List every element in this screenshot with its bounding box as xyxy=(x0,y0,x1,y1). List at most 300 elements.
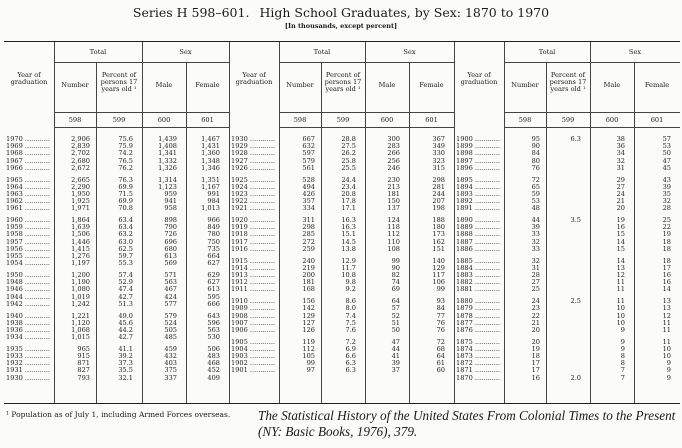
male-header: Male xyxy=(378,81,396,89)
percent-cell: 13.8 xyxy=(341,244,356,253)
year-cell: 1955 ............ xyxy=(6,253,51,260)
male-cell: 31 xyxy=(616,163,625,172)
number-cell: 1,242 xyxy=(71,299,90,308)
female-cell: 16 xyxy=(662,278,671,287)
female-cell: 22 xyxy=(662,223,671,232)
number-cell: 17 xyxy=(531,359,540,368)
male-cell: 941 xyxy=(164,197,177,206)
male-cell: 613 xyxy=(164,252,177,260)
percent-cell: 17.8 xyxy=(341,197,356,206)
number-cell: 597 xyxy=(302,149,315,158)
year-cell: 1915 ............ xyxy=(231,257,276,265)
year-cell: 1934 ............ xyxy=(6,334,51,342)
percent-cell xyxy=(546,184,581,191)
year-cell: 1944 ............ xyxy=(6,293,51,301)
male-cell: 563 xyxy=(164,278,177,287)
number-cell: 59 xyxy=(531,189,540,198)
table-panel xyxy=(454,42,680,403)
year-cell: 1888 ............ xyxy=(456,231,501,239)
number-cell: 44 xyxy=(531,216,540,225)
number-cell: 168 xyxy=(302,285,315,294)
year-cell: 1892 ............ xyxy=(456,198,501,206)
series-label: Series H 598–601. xyxy=(132,5,250,20)
percent-cell xyxy=(546,239,581,246)
male-column xyxy=(365,136,400,375)
number-cell: 1,506 xyxy=(71,230,90,239)
male-cell: 19 xyxy=(616,216,625,225)
female-cell: 1,013 xyxy=(201,204,220,213)
year-of-graduation-header: Year of graduation xyxy=(460,71,498,87)
male-cell: 432 xyxy=(164,352,177,361)
number-cell: 561 xyxy=(302,163,315,172)
year-cell: 1905 ............ xyxy=(231,338,276,346)
female-cell: 64 xyxy=(436,352,445,361)
male-cell: 110 xyxy=(387,237,400,246)
number-cell: 579 xyxy=(302,156,315,165)
percent-cell: 6.3 xyxy=(345,359,356,368)
year-cell: 1902 ............ xyxy=(231,360,276,368)
series-code: 601 xyxy=(425,116,438,124)
number-cell: 272 xyxy=(302,237,315,246)
female-cell: 984 xyxy=(207,197,220,206)
number-cell: 219 xyxy=(302,263,315,272)
male-cell: 1,326 xyxy=(158,163,177,172)
percent-cell: 16.3 xyxy=(341,223,356,232)
year-cell: 1883 ............ xyxy=(456,271,501,279)
female-cell: 68 xyxy=(436,344,445,353)
percent-cell: 63.4 xyxy=(118,216,133,225)
header-rule xyxy=(54,127,229,128)
percent-cell: 24.4 xyxy=(341,175,356,184)
year-cell: 1965 ............ xyxy=(6,176,51,184)
percent-cell xyxy=(546,265,581,272)
number-cell: 2,680 xyxy=(71,156,90,165)
male-cell: 108 xyxy=(387,244,400,253)
percent-cell xyxy=(546,286,581,293)
number-cell: 20 xyxy=(531,337,540,346)
year-cell: 1908 ............ xyxy=(231,312,276,320)
male-cell: 213 xyxy=(387,182,400,191)
header-rule xyxy=(54,62,229,63)
number-cell: 2,702 xyxy=(71,149,90,158)
female-cell: 281 xyxy=(432,182,445,191)
number-cell: 1,415 xyxy=(71,244,90,253)
male-cell: 12 xyxy=(616,270,625,279)
percent-cell: 70.8 xyxy=(118,204,133,213)
percent-cell: 17.1 xyxy=(341,204,356,213)
male-cell: 569 xyxy=(164,259,177,268)
male-cell: 726 xyxy=(164,230,177,239)
percent-cell: 76.2 xyxy=(118,163,133,172)
sex-header: Sex xyxy=(179,48,192,56)
number-cell: 1,925 xyxy=(71,197,90,206)
male-cell: 300 xyxy=(387,135,400,143)
female-cell: 563 xyxy=(207,325,220,334)
percent-cell: 25.5 xyxy=(341,163,356,172)
female-cell: 188 xyxy=(432,216,445,225)
female-cell: 330 xyxy=(432,149,445,158)
percent-cell xyxy=(546,150,581,157)
female-cell: 11 xyxy=(662,325,671,334)
year-column xyxy=(456,136,503,382)
percent-cell: 63.2 xyxy=(118,230,133,239)
year-cell: 1928 ............ xyxy=(231,150,276,158)
percent-cell: 32.1 xyxy=(118,373,133,382)
percent-cell: 69.9 xyxy=(118,182,133,191)
female-header: Female xyxy=(195,81,220,89)
year-cell: 1912 ............ xyxy=(231,279,276,287)
year-cell: 1946 ............ xyxy=(6,286,51,294)
year-cell: 1960 ............ xyxy=(6,217,51,225)
number-cell: 80 xyxy=(531,156,540,165)
number-cell: 2,839 xyxy=(71,142,90,151)
number-cell: 632 xyxy=(302,142,315,151)
male-cell: 57 xyxy=(391,304,400,313)
male-cell: 524 xyxy=(164,318,177,327)
percent-cell: 28.8 xyxy=(341,135,356,143)
percent-cell: 7.4 xyxy=(345,311,356,320)
series-code: 600 xyxy=(605,116,619,124)
number-cell: 1,971 xyxy=(71,204,90,213)
percent-cell: 74.2 xyxy=(118,149,133,158)
male-cell: 74 xyxy=(391,278,400,287)
year-cell: 1914 ............ xyxy=(231,264,276,272)
header-rule xyxy=(504,127,680,128)
year-cell: 1930 ............ xyxy=(231,136,276,143)
female-cell: 17 xyxy=(662,263,671,272)
year-cell: 1877 ............ xyxy=(456,319,501,327)
number-cell: 53 xyxy=(531,197,540,206)
female-cell: 18 xyxy=(662,237,671,246)
number-cell: 667 xyxy=(302,135,315,143)
male-cell: 571 xyxy=(164,270,177,279)
percent-cell: 7.2 xyxy=(345,337,356,346)
male-cell: 505 xyxy=(164,325,177,334)
male-cell: 29 xyxy=(616,175,625,184)
female-cell: 53 xyxy=(662,142,671,151)
percent-cell xyxy=(546,305,581,312)
series-code: 601 xyxy=(650,116,664,124)
source-citation: The Statistical History of the United States From Colonial Times to the Present (NY: Basic Books, 1976), 379. xyxy=(258,408,676,439)
number-cell: 1,190 xyxy=(71,278,90,287)
number-cell: 84 xyxy=(531,149,540,158)
number-cell: 1,019 xyxy=(71,292,90,301)
number-header: Number xyxy=(511,81,539,89)
number-cell: 528 xyxy=(302,175,315,184)
male-cell: 150 xyxy=(387,197,400,206)
year-cell: 1919 ............ xyxy=(231,224,276,232)
year-cell: 1903 ............ xyxy=(231,353,276,361)
year-cell: 1932 ............ xyxy=(6,360,51,368)
series-code: 600 xyxy=(157,116,171,124)
female-cell: 13 xyxy=(662,304,671,313)
year-cell: 1959 ............ xyxy=(6,224,51,232)
female-cell: 18 xyxy=(662,256,671,265)
number-cell: 181 xyxy=(302,278,315,287)
female-cell: 452 xyxy=(207,366,220,375)
female-cell: 129 xyxy=(432,263,445,272)
male-cell: 14 xyxy=(616,237,625,246)
female-cell: 1,351 xyxy=(201,175,220,184)
male-cell: 9 xyxy=(620,337,625,346)
female-cell: 1,346 xyxy=(201,163,220,172)
year-cell: 1904 ............ xyxy=(231,345,276,353)
percent-header: Percent of persons 17 years old ¹ xyxy=(324,71,362,94)
percent-cell: 75.6 xyxy=(118,135,133,143)
female-cell: 45 xyxy=(662,163,671,172)
female-column xyxy=(634,136,671,382)
male-header: Male xyxy=(155,81,173,89)
number-cell: 28 xyxy=(531,270,540,279)
year-cell: 1898 ............ xyxy=(456,150,501,158)
number-cell: 827 xyxy=(77,366,90,375)
male-cell: 32 xyxy=(616,156,625,165)
percent-cell: 8.6 xyxy=(345,297,356,306)
number-cell: 1,080 xyxy=(71,285,90,294)
year-cell: 1957 ............ xyxy=(6,238,51,246)
percent-cell: 7.5 xyxy=(345,318,356,327)
female-cell: 666 xyxy=(207,299,220,308)
male-cell: 459 xyxy=(164,344,177,353)
male-cell: 44 xyxy=(391,344,400,353)
male-cell: 1,314 xyxy=(158,175,177,184)
number-cell: 65 xyxy=(531,182,540,191)
number-cell: 99 xyxy=(306,359,315,368)
year-cell: 1906 ............ xyxy=(231,326,276,334)
year-cell: 1923 ............ xyxy=(231,190,276,198)
female-cell: 180 xyxy=(432,223,445,232)
percent-cell: 59.7 xyxy=(118,252,133,260)
year-cell: 1887 ............ xyxy=(456,238,501,246)
male-cell: 577 xyxy=(164,299,177,308)
number-cell: 19 xyxy=(531,344,540,353)
number-header: Number xyxy=(61,81,89,89)
female-cell: 966 xyxy=(207,216,220,225)
male-cell: 36 xyxy=(616,142,625,151)
male-cell: 9 xyxy=(620,325,625,334)
male-cell: 256 xyxy=(387,156,400,165)
number-cell: 32 xyxy=(531,256,540,265)
male-cell: 82 xyxy=(391,270,400,279)
male-cell: 467 xyxy=(164,285,177,294)
female-cell: 1,467 xyxy=(201,135,220,143)
percent-cell: 37.3 xyxy=(118,359,133,368)
percent-cell xyxy=(546,191,581,198)
female-cell: 28 xyxy=(662,204,671,213)
year-cell: 1926 ............ xyxy=(231,164,276,172)
male-cell: 337 xyxy=(164,373,177,382)
female-cell: 1,360 xyxy=(201,149,220,158)
number-cell: 285 xyxy=(302,230,315,239)
female-cell: 61 xyxy=(436,359,445,368)
male-cell: 1,341 xyxy=(158,149,177,158)
number-cell: 27 xyxy=(531,278,540,287)
female-cell: 207 xyxy=(432,197,445,206)
table-panel xyxy=(229,42,455,403)
percent-cell: 44.2 xyxy=(118,325,133,334)
female-cell: 162 xyxy=(432,237,445,246)
percent-cell: 11.7 xyxy=(341,263,356,272)
female-cell: 84 xyxy=(436,304,445,313)
number-cell: 76 xyxy=(531,163,540,172)
female-cell: 16 xyxy=(662,270,671,279)
female-cell: 627 xyxy=(207,259,220,268)
year-cell: 1961 ............ xyxy=(6,205,51,213)
percent-cell: 25.8 xyxy=(341,156,356,165)
male-cell: 230 xyxy=(387,175,400,184)
number-cell: 1,446 xyxy=(71,237,90,246)
percent-cell: 62.5 xyxy=(118,244,133,253)
female-cell: 25 xyxy=(662,216,671,225)
number-cell: 915 xyxy=(77,352,90,361)
number-cell: 33 xyxy=(531,244,540,253)
male-cell: 99 xyxy=(391,256,400,265)
year-cell: 1958 ............ xyxy=(6,231,51,239)
number-cell: 1,015 xyxy=(71,333,90,342)
percent-cell: 8.0 xyxy=(345,304,356,313)
percent-cell: 16.3 xyxy=(341,216,356,225)
female-cell: 1,431 xyxy=(201,142,220,151)
number-cell: 871 xyxy=(77,359,90,368)
number-cell: 112 xyxy=(302,344,315,353)
percent-column xyxy=(546,136,581,382)
male-header: Male xyxy=(603,81,621,89)
header-rule xyxy=(54,112,229,113)
number-cell: 494 xyxy=(302,182,315,191)
series-code: 598 xyxy=(518,116,532,124)
percent-header: Percent of persons 17 years old ¹ xyxy=(100,71,138,94)
number-cell: 1,864 xyxy=(71,216,90,225)
number-cell: 426 xyxy=(302,189,315,198)
series-code: 599 xyxy=(336,116,350,124)
male-cell: 90 xyxy=(391,263,400,272)
year-cell: 1911 ............ xyxy=(231,286,276,294)
male-cell: 696 xyxy=(164,237,177,246)
male-cell: 37 xyxy=(391,366,400,375)
year-cell: 1917 ............ xyxy=(231,238,276,246)
percent-cell: 9.2 xyxy=(345,285,356,294)
female-cell: 643 xyxy=(207,311,220,320)
number-cell: 39 xyxy=(531,223,540,232)
number-cell: 1,120 xyxy=(71,318,90,327)
female-cell: 367 xyxy=(432,135,445,143)
female-cell: 1,348 xyxy=(201,156,220,165)
female-cell: 750 xyxy=(207,237,220,246)
year-cell: 1966 ............ xyxy=(6,164,51,172)
year-cell: 1967 ............ xyxy=(6,157,51,165)
male-cell: 7 xyxy=(620,366,625,375)
male-cell: 898 xyxy=(164,216,177,225)
percent-cell: 6.9 xyxy=(345,344,356,353)
percent-cell xyxy=(546,231,581,238)
percent-cell: 20.8 xyxy=(341,189,356,198)
percent-cell xyxy=(546,360,581,367)
female-cell: 10 xyxy=(662,344,671,353)
number-column xyxy=(504,136,540,382)
percent-cell xyxy=(546,320,581,327)
table-title xyxy=(0,6,682,20)
number-cell: 357 xyxy=(302,197,315,206)
year-cell: 1896 ............ xyxy=(456,164,501,172)
number-cell: 2,290 xyxy=(71,182,90,191)
male-cell: 375 xyxy=(164,366,177,375)
female-cell: 18 xyxy=(662,244,671,253)
number-cell: 17 xyxy=(531,366,540,375)
year-cell: 1894 ............ xyxy=(456,183,501,191)
male-cell: 24 xyxy=(616,189,625,198)
year-cell: 1884 ............ xyxy=(456,264,501,272)
male-cell: 9 xyxy=(620,344,625,353)
male-cell: 11 xyxy=(616,285,625,294)
male-cell: 11 xyxy=(616,278,625,287)
year-cell: 1881 ............ xyxy=(456,286,501,294)
female-cell: 991 xyxy=(207,189,220,198)
number-cell: 126 xyxy=(302,325,315,334)
male-column xyxy=(590,136,625,382)
male-cell: 1,408 xyxy=(158,142,177,151)
percent-cell xyxy=(546,346,581,353)
year-cell: 1948 ............ xyxy=(6,279,51,287)
female-cell: 595 xyxy=(207,292,220,301)
male-cell: 283 xyxy=(387,142,400,151)
male-cell: 124 xyxy=(387,216,400,225)
percent-cell: 6.6 xyxy=(345,352,356,361)
percent-cell xyxy=(546,205,581,212)
year-cell: 1956 ............ xyxy=(6,245,51,253)
sex-header: Sex xyxy=(628,48,642,56)
female-header: Female xyxy=(419,81,444,89)
year-cell: 1907 ............ xyxy=(231,319,276,327)
number-cell: 31 xyxy=(531,263,540,272)
number-cell: 119 xyxy=(302,337,315,346)
female-cell: 14 xyxy=(662,285,671,294)
female-cell: 47 xyxy=(662,156,671,165)
female-cell: 629 xyxy=(207,270,220,279)
number-cell: 95 xyxy=(531,135,540,143)
male-cell: 10 xyxy=(616,318,625,327)
male-cell: 51 xyxy=(391,318,400,327)
percent-cell: 3.5 xyxy=(570,216,581,225)
year-of-graduation-header: Year of graduation xyxy=(235,71,273,87)
percent-header: Percent of persons 17 years old ¹ xyxy=(549,71,587,94)
percent-cell: 47.4 xyxy=(118,285,133,294)
female-cell: 780 xyxy=(207,230,220,239)
male-cell: 118 xyxy=(387,223,400,232)
year-cell: 1922 ............ xyxy=(231,198,276,206)
female-cell: 506 xyxy=(207,344,220,353)
year-cell: 1929 ............ xyxy=(231,143,276,151)
female-cell: 43 xyxy=(662,175,671,184)
number-cell: 334 xyxy=(302,204,315,213)
year-cell: 1968 ............ xyxy=(6,150,51,158)
header-rule xyxy=(504,112,680,113)
male-cell: 52 xyxy=(391,311,400,320)
year-cell: 1950 ............ xyxy=(6,271,51,279)
year-cell: 1927 ............ xyxy=(231,157,276,165)
year-cell: 1901 ............ xyxy=(231,367,276,375)
year-cell: 1878 ............ xyxy=(456,312,501,320)
male-cell: 16 xyxy=(616,223,625,232)
male-cell: 20 xyxy=(616,204,625,213)
year-cell: 1921 ............ xyxy=(231,205,276,213)
number-header: Number xyxy=(286,81,314,89)
percent-cell: 41.1 xyxy=(118,344,133,353)
number-cell: 156 xyxy=(302,297,315,306)
male-cell: 10 xyxy=(616,304,625,313)
percent-cell: 12.9 xyxy=(341,256,356,265)
year-cell: 1879 ............ xyxy=(456,305,501,313)
percent-cell: 2.0 xyxy=(570,373,581,382)
